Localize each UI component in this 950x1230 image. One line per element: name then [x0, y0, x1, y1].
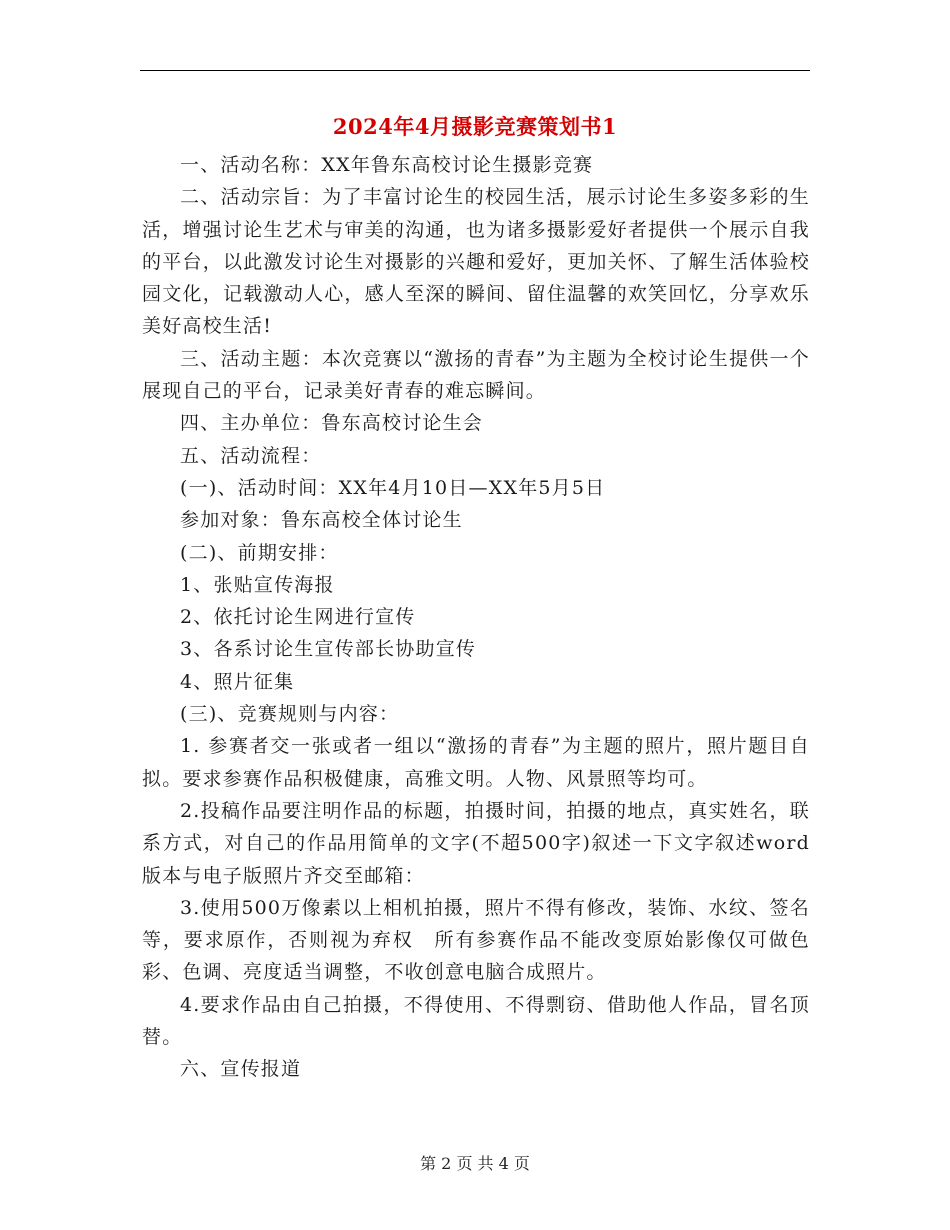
paragraph-publicity: 六、宣传报道 — [180, 1058, 302, 1081]
paragraph-organizer: 四、主办单位：鲁东高校讨论生会 — [180, 412, 484, 435]
document-title: 2024年4月摄影竞赛策划书1 — [332, 114, 618, 139]
list-item: 4、照片征集 — [180, 670, 295, 693]
paragraph-preliminary: (二)、前期安排： — [180, 541, 339, 564]
paragraph-activity-process: 五、活动流程： — [180, 444, 322, 467]
header-rule — [140, 70, 810, 71]
paragraph-activity-time: (一)、活动时间：XX年4月10日—XX年5月5日 — [180, 476, 606, 499]
list-item: 1、张贴宣传海报 — [180, 573, 335, 596]
list-item: 3、各系讨论生宣传部长协助宣传 — [180, 638, 477, 661]
rule-item: 3.使用500万像素以上相机拍摄，照片不得有修改，装饰、水纹、签名等，要求原作，否则视为弃权 所有参赛作品不能改变原始影像仅可做色彩、色调、亮度适当调整，不收创意电脑合成照片。 — [142, 896, 810, 984]
paragraph-activity-name: 一、活动名称：XX年鲁东高校讨论生摄影竞赛 — [180, 154, 594, 176]
paragraph-rules-heading: (三)、竞赛规则与内容： — [180, 703, 400, 726]
document-body — [142, 149, 810, 1086]
paragraph-participants: 参加对象：鲁东高校全体讨论生 — [180, 509, 463, 532]
list-item: 2、依托讨论生网进行宣传 — [180, 606, 416, 629]
page-footer: 第 2 页 共 4 页 — [420, 1154, 530, 1173]
rule-item: 2.投稿作品要注明作品的标题，拍摄时间，拍摄的地点，真实姓名，联系方式，对自己的作品用简单的文字(不超500字)叙述一下文字叙述word版本与电子版照片齐交至邮箱： — [142, 799, 810, 887]
rule-item: 1. 参赛者交一张或者一组以“激扬的青春”为主题的照片，照片题目自拟。要求参赛作品积极健康，高雅文明。人物、风景照等均可。 — [142, 735, 810, 790]
paragraph-activity-purpose: 二、活动宗旨：为了丰富讨论生的校园生活，展示讨论生多姿多彩的生活，增强讨论生艺术与审美的沟通，也为诸多摄影爱好者提供一个展示自我的平台，以此激发讨论生对摄影的兴趣和爱好，更加关怀、了解生活体验校园文化，记载激动人心，感人至深的瞬间、留住温馨的欢笑回忆，分享欢乐美好高校生活! — [142, 186, 810, 338]
paragraph-activity-theme: 三、活动主题：本次竞赛以“激扬的青春”为主题为全校讨论生提供一个展现自己的平台，记录美好青春的难忘瞬间。 — [142, 347, 810, 403]
rule-item: 4.要求作品由自己拍摄，不得使用、不得剽窃、借助他人作品，冒名顶替。 — [142, 993, 810, 1049]
